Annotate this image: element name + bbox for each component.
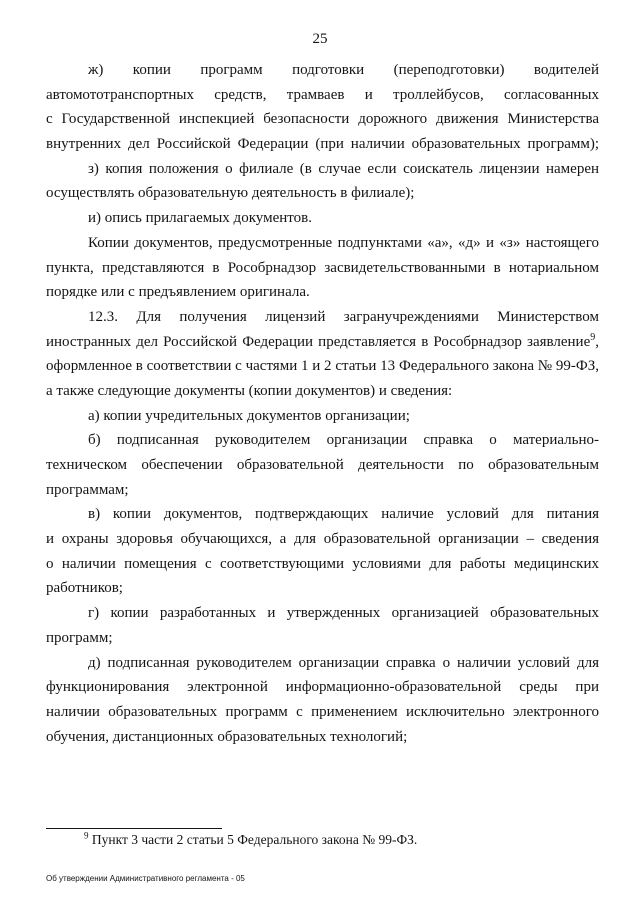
text-line: и) опись прилагаемых документов.	[88, 210, 312, 227]
text-line: с Государственной инспекцией безопасности дорожного движения Министерства	[46, 111, 599, 128]
text-line: а также следующие документы (копии документов) и сведения:	[46, 382, 453, 399]
text-line: оформленное в соответствии с частями 1 и 2 статьи 13 Федерального закона № 99-ФЗ,	[46, 358, 599, 375]
text-line-segment: иностранных дел Российской Федерации представляется в Рособрнадзор заявление	[46, 333, 591, 350]
text-line: работников;	[46, 580, 123, 597]
text-line: программ;	[46, 629, 113, 646]
footnote-ref: 9	[590, 331, 596, 343]
text-line: ж) копии программ подготовки (переподготовки) водителей	[88, 62, 599, 78]
text-line: 12.3. Для получения лицензий загранучреждениями Министерством	[88, 308, 599, 325]
text-line: д) подписанная руководителем организации справка о наличии условий для	[88, 654, 599, 671]
text-line: а) копии учредительных документов организации;	[88, 407, 410, 424]
text-line: внутренних дел Российской Федерации (при наличии образовательных программ);	[46, 136, 599, 153]
text-line: пункта, представляются в Рособрнадзор засвидетельствованными в нотариальном	[46, 259, 599, 276]
text-line: осуществлять образовательную деятельность в филиале);	[46, 185, 415, 202]
text-line: Копии документов, предусмотренные подпунктами «а», «д» и «з» настоящего	[88, 234, 599, 251]
text-line: наличии образовательных программ с применением исключительно электронного	[46, 703, 599, 720]
text-line: г) копии разработанных и утвержденных организацией образовательных	[88, 605, 599, 622]
text-line-punctuation: ,	[595, 333, 599, 350]
footnote-marker: 9	[84, 830, 89, 841]
footnote-divider	[46, 828, 222, 829]
text-line: о наличии помещения с соответствующими условиями для работы медицинских	[46, 555, 599, 572]
text-line-with-footnote-ref	[46, 330, 599, 355]
text-line: в) копии документов, подтверждающих наличие условий для питания	[88, 506, 599, 523]
footer-note: Об утверждении Административного регламента - 05	[46, 874, 245, 883]
text-line: программам;	[46, 481, 129, 498]
text-line: з) копия положения о филиале (в случае если соискатель лицензии намерен	[88, 160, 599, 177]
text-line: б) подписанная руководителем организации справка о материально-	[88, 432, 599, 449]
text-line: техническом обеспечении образовательной деятельности по образовательным	[46, 457, 599, 473]
text-line: и охраны здоровья обучающихся, а для образовательной организации – сведения	[46, 531, 599, 548]
page-number: 25	[312, 31, 328, 47]
footnote-text: Пункт 3 части 2 статьи 5 Федерального закона № 99-ФЗ.	[88, 832, 418, 847]
text-line: функционирования электронной информационно-образовательной среды при	[46, 679, 599, 696]
footnote	[84, 832, 417, 848]
text-line: обучения, дистанционных образовательных технологий;	[46, 728, 408, 745]
text-line: автомототранспортных средств, трамваев и троллейбусов, согласованных	[46, 86, 599, 103]
text-line: порядке или с предъявлением оригинала.	[46, 284, 310, 301]
document-body	[46, 58, 599, 749]
